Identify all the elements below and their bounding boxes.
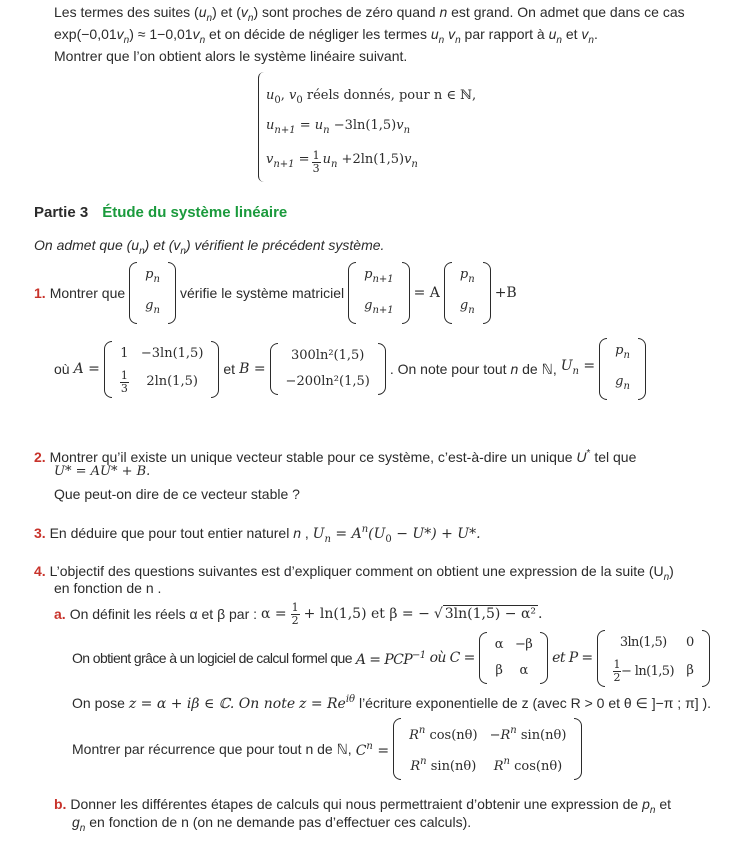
fraction-one-half: $\frac{1}{2}$ bbox=[291, 600, 299, 627]
matrix-B: 300ln²(1,5) −200ln²(1,5) bbox=[270, 343, 386, 395]
matrix-P: 3ln(1,5) 0 $\frac{1}{2}$ − ln(1,5) β bbox=[597, 630, 710, 687]
system-brace bbox=[258, 72, 265, 182]
system-line-1: $u_0$, $v_0$ réels donnés, pour n ∈ ℕ, bbox=[266, 88, 477, 106]
vector-pn-gn-rhs: $p_n$ $g_n$ bbox=[444, 262, 491, 324]
question-4b-line-2: $g_n$ en fonction de n (on ne demande pas d’effectuer ces calculs). bbox=[72, 814, 472, 834]
vector-pn1-gn1: $p_{n+1}$ $g_{n+1}$ bbox=[348, 262, 410, 324]
vector-Un: $p_n$ $g_n$ bbox=[599, 338, 646, 400]
system-line-2: $u_{n+1} = u_n -3\ln(1,5)v_n$ bbox=[266, 118, 411, 136]
section-title: Partie 3 Étude du système linéaire bbox=[34, 204, 288, 221]
question-2-line-1: 2. Montrer qu’il existe un unique vecteur stable pour ce système, c’est-à-dire un unique U* tel que bbox=[34, 448, 637, 465]
matrix-Cn: $R^n$ cos(nθ) $-R^n$ sin(nθ) $R^n$ sin(nθ) $R^n$ cos(nθ) bbox=[393, 718, 582, 780]
question-2-line-2: U* = AU* + B. bbox=[54, 464, 151, 479]
fraction-one-third: $\frac{1}{3}$ bbox=[312, 149, 320, 175]
intro-line-3: Montrer que l’on obtient alors le système linéaire suivant. bbox=[54, 48, 408, 64]
admet-line: On admet que $(u_n)$ et $(v_n)$ vérifient le précédent système. bbox=[34, 237, 385, 257]
vector-pn-gn: $p_n$ $g_n$ bbox=[129, 262, 176, 324]
question-4-line-1: 4. L’objectif des questions suivantes est d’expliquer comment on obtient une expression de la suite $(U_n)$ bbox=[34, 563, 674, 583]
question-3: 3. En déduire que pour tout entier naturel n , $U_n = A^n(U_0 - U*) + U*$. bbox=[34, 524, 481, 545]
question-4b-line-1: b. Donner les différentes étapes de calculs qui nous permettraient d’obtenir une expression de $p_n$ et bbox=[54, 796, 672, 816]
intro-line-1: Les termes des suites $(u_n)$ et $(v_n)$ sont proches de zéro quand n est grand. On admet que dans ce cas bbox=[54, 4, 685, 24]
intro-line-2: $\exp(-0,01v_n) \approx 1-0,01v_n$ et on décide de négliger les termes $u_n$ $v_n$ par rapport à $u_n$ et $v_n$. bbox=[54, 26, 598, 46]
question-1-line-2: où A = 1 −3ln(1,5) $\frac{1}{3}$ 2ln(1,5) et B = 300ln²(1,5) −200ln²(1,5) . On note pour tout n de ℕ, $U_n$ = $p_n$ $g_n$ bbox=[54, 332, 646, 406]
question-4a-line-3: On pose z = α + iβ ∈ ℂ. On note $z = Re^{i\theta}$ l’écriture exponentielle de z (avec R > 0 et θ ∈ ]−π ; π] ). bbox=[72, 694, 712, 712]
question-4a-formal: On obtient grâce à un logiciel de calcul formel que $A = PCP^{-1}$ où C = α −β β α et P = 3ln(1,5) 0 $\frac{1}{2}$ − ln(1,5) β bbox=[72, 622, 710, 694]
matrix-A: 1 −3ln(1,5) $\frac{1}{3}$ 2ln(1,5) bbox=[104, 341, 220, 398]
matrix-C: α −β β α bbox=[479, 632, 548, 684]
question-1-line-1: 1. Montrer que $p_n$ $g_n$ vérifie le système matriciel $p_{n+1}$ $g_{n+1}$ = A $p_n$ $g_n$ +B bbox=[34, 264, 517, 322]
question-4a-line-1: a. On définit les réels α et β par : α = $\frac{1}{2}$ + ln(1,5) et β = − √ 3ln(1,5) − α² . bbox=[54, 600, 543, 627]
question-4-line-2: en fonction de n . bbox=[54, 580, 162, 596]
question-2-line-3: Que peut-on dire de ce vecteur stable ? bbox=[54, 486, 300, 502]
question-4a-line-4: Montrer par récurrence que pour tout n de ℕ, $C^n$ = $R^n$ cos(nθ) $-R^n$ sin(nθ) $R^n$ sin(nθ) $R^n$ cos(nθ) bbox=[72, 716, 582, 782]
system-line-3: $v_{n+1}$ = $\frac{1}{3}$ $u_n +2\ln(1,5)v_n$ bbox=[266, 149, 418, 175]
